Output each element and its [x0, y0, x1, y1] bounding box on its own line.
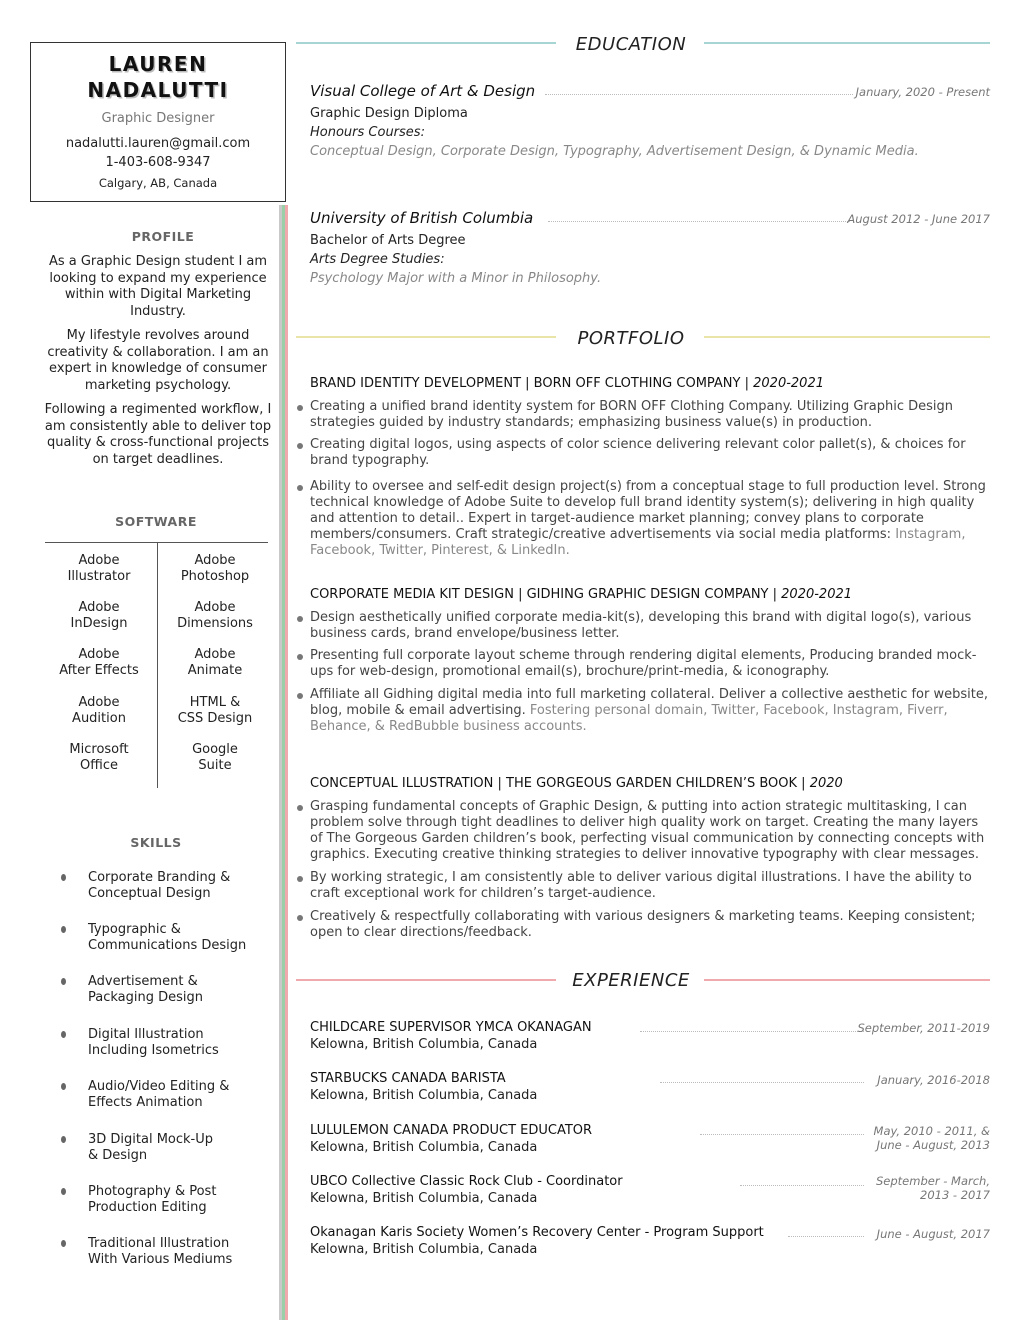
software-heading: SOFTWARE	[115, 514, 197, 529]
experience-heading: EXPERIENCE	[572, 970, 690, 991]
courses-detail: Psychology Major with a Minor in Philosophy.	[310, 271, 602, 286]
profile-heading: PROFILE	[131, 229, 195, 244]
skill-item: Advertisement & Packaging Design	[88, 974, 204, 1005]
project-years: 2020-2021	[753, 376, 824, 391]
name-last: NADALUTTI	[87, 78, 229, 102]
skill-item: 3D Digital Mock-Up & Design	[88, 1132, 214, 1163]
skill-item: Digital Illustration Including Isometrics	[88, 1027, 219, 1058]
bullet-icon	[297, 485, 303, 491]
portfolio-rule-right	[704, 336, 990, 338]
school-name: Visual College of Art & Design	[310, 82, 536, 100]
software-grid-divider	[157, 542, 158, 788]
software-item: Adobe Dimensions	[177, 600, 253, 631]
job-title: STARBUCKS CANADA BARISTA	[310, 1071, 506, 1086]
bullet-icon	[61, 1240, 66, 1247]
job-title: Okanagan Karis Society Women’s Recovery Center - Program Support	[310, 1225, 764, 1240]
dot-leader	[660, 1082, 864, 1083]
software-item: HTML & CSS Design	[177, 695, 253, 726]
project-title: CONCEPTUAL ILLUSTRATION | THE GORGEOUS GARDEN CHILDREN’S BOOK | 2020	[310, 776, 843, 791]
dot-leader	[548, 221, 850, 222]
bullet-icon	[61, 1188, 66, 1195]
project-years: 2020-2021	[781, 587, 853, 602]
dot-leader	[740, 1185, 864, 1186]
job-location: Kelowna, British Columbia, Canada	[310, 1088, 538, 1103]
bullet-icon	[61, 926, 66, 933]
software-item: Microsoft Office	[69, 742, 129, 773]
experience-rule-left	[296, 979, 556, 981]
project-title: BRAND IDENTITY DEVELOPMENT | BORN OFF CLOTHING COMPANY | 2020-2021	[310, 376, 824, 391]
job-title: LULULEMON CANADA PRODUCT EDUCATOR	[310, 1123, 593, 1138]
bullet-icon	[297, 915, 303, 921]
education-rule-left	[296, 42, 556, 44]
bullet-icon	[297, 876, 303, 882]
bullet-icon	[61, 1136, 66, 1143]
software-item: Adobe InDesign	[70, 600, 128, 631]
courses-label: Arts Degree Studies:	[310, 252, 445, 267]
education-date: August 2012 - June 2017	[847, 212, 990, 226]
project-bullet: Design aesthetically unified corporate media-kit(s), developing this brand with digital logo(s), various business cards, brand envelope/business letter.	[310, 610, 972, 641]
job-title: UBCO Collective Classic Rock Club - Coordinator	[310, 1174, 623, 1189]
phone[interactable]: 1-403-608-9347	[105, 155, 211, 170]
divider-stripe-pink	[285, 205, 288, 1320]
skill-item: Corporate Branding & Conceptual Design	[88, 870, 231, 901]
education-heading: EDUCATION	[575, 34, 687, 55]
project-bullet: Creating a unified brand identity system for BORN OFF Clothing Company. Utilizing Graphic Design strategies guided by industry standards; emphasizing business value(s) in production.	[310, 399, 954, 430]
software-item: Adobe Photoshop	[180, 553, 250, 584]
location: Calgary, AB, Canada	[98, 176, 218, 190]
name-card	[30, 42, 286, 202]
job-date: May, 2010 - 2011, & June - August, 2013	[873, 1124, 990, 1152]
dot-leader	[788, 1236, 864, 1237]
experience-rule-right	[704, 979, 990, 981]
bullet-icon	[61, 1083, 66, 1090]
profile-paragraph: My lifestyle revolves around creativity & collaboration. I am an expert in knowledge of consumer marketing psychology.	[47, 328, 269, 393]
job-location: Kelowna, British Columbia, Canada	[310, 1191, 538, 1206]
skill-item: Photography & Post Production Editing	[88, 1184, 217, 1215]
courses-detail: Conceptual Design, Corporate Design, Typography, Advertisement Design, & Dynamic Media.	[310, 144, 919, 159]
bullet-icon	[297, 693, 303, 699]
profile-paragraph: Following a regimented workflow, I am consistently able to deliver top quality & cross-functional projects on target deadlines.	[44, 402, 272, 467]
dot-leader	[700, 1134, 864, 1135]
project-bullet: Ability to oversee and self-edit design project(s) from a conceptual stage to full production level. Strong technical knowledge of Adobe Suite to develop full brand identity system(s); delivering in high quality and attention to detail.. Expert in target-audience market planning; convey plans to corporate members/consumers. Craft strategic/creative advertisements via social media platforms: Instagram, Facebook, Twitter, Pinterest, & LinkedIn.	[310, 479, 986, 558]
job-date: January, 2016-2018	[877, 1073, 990, 1087]
bullet-icon	[61, 978, 66, 985]
project-bullet: Affiliate all Gidhing digital media into full marketing collateral. Deliver a collective aesthetic for website, blog, mobile & email advertising. Fostering personal domain, Twitter, Facebook, Instagram, Fiverr, Behance, & RedBubble business accounts.	[310, 687, 988, 734]
bullet-icon	[297, 654, 303, 660]
portfolio-heading: PORTFOLIO	[577, 328, 685, 349]
job-title: CHILDCARE SUPERVISOR YMCA OKANAGAN	[310, 1020, 592, 1035]
education-date: January, 2020 - Present	[855, 85, 990, 99]
software-item: Adobe After Effects	[59, 647, 139, 678]
project-bullet: Grasping fundamental concepts of Graphic Design, & putting into action strategic multitasking, I can problem solve through tight deadlines to deliver high quality work on target. Creating the many layers of The Gorgeous Garden children’s book, perfecting visual communication by connecting concepts with graphics. Executing creative thinking strategies to deliver innovative typography with clear messages.	[310, 799, 985, 862]
project-years: 2020	[809, 776, 843, 791]
skill-item: Typographic & Communications Design	[88, 922, 247, 953]
job-location: Kelowna, British Columbia, Canada	[310, 1140, 538, 1155]
job-date: September - March, 2013 - 2017	[876, 1174, 990, 1202]
job-date: September, 2011-2019	[857, 1021, 990, 1035]
profile-section	[44, 254, 272, 476]
project-bullet: Presenting full corporate layout scheme through rendering digital elements, Producing branded mock-ups for web-design, promotional email(s), brochure/print-media, & iconography.	[310, 648, 977, 679]
dot-leader	[640, 1031, 864, 1032]
email[interactable]: nadalutti.lauren@gmail.com	[65, 136, 251, 151]
skills-heading: SKILLS	[130, 835, 182, 850]
portfolio-rule-left	[296, 336, 556, 338]
name-first: LAUREN	[108, 52, 208, 76]
project-bullet: By working strategic, I am consistently able to deliver various digital illustrations. I have the ability to craft exceptional work for children’s target-audience.	[310, 870, 972, 901]
software-item: Adobe Animate	[187, 647, 243, 678]
bullet-icon	[297, 443, 303, 449]
dot-leader	[545, 94, 853, 95]
software-item: Google Suite	[192, 742, 238, 773]
degree: Bachelor of Arts Degree	[310, 233, 466, 248]
bullet-icon	[297, 616, 303, 622]
bullet-icon	[297, 805, 303, 811]
project-bullet: Creatively & respectfully collaborating with various designers & marketing teams. Keeping consistent; open to clear directions/feedback.	[310, 909, 976, 940]
software-item: Adobe Illustrator	[67, 553, 131, 584]
school-name: University of British Columbia	[310, 209, 534, 227]
courses-label: Honours Courses:	[310, 125, 425, 140]
job-location: Kelowna, British Columbia, Canada	[310, 1037, 538, 1052]
education-rule-right	[704, 42, 990, 44]
degree: Graphic Design Diploma	[310, 106, 468, 121]
job-role: Graphic Designer	[101, 111, 215, 126]
project-title: CORPORATE MEDIA KIT DESIGN | GIDHING GRAPHIC DESIGN COMPANY | 2020-2021	[310, 587, 853, 602]
skill-item: Audio/Video Editing & Effects Animation	[88, 1079, 230, 1110]
profile-paragraph: As a Graphic Design student I am looking to expand my experience within with Digital Marketing Industry.	[48, 254, 268, 319]
bullet-icon	[61, 1031, 66, 1038]
job-date: June - August, 2017	[876, 1227, 990, 1241]
bullet-icon	[297, 405, 303, 411]
software-item: Adobe Audition	[72, 695, 126, 726]
project-bullet: Creating digital logos, using aspects of color science delivering relevant color pallet(s), & choices for brand typography.	[310, 437, 966, 468]
skill-item: Traditional Illustration With Various Mediums	[88, 1236, 233, 1267]
job-location: Kelowna, British Columbia, Canada	[310, 1242, 538, 1257]
bullet-icon	[61, 874, 66, 881]
